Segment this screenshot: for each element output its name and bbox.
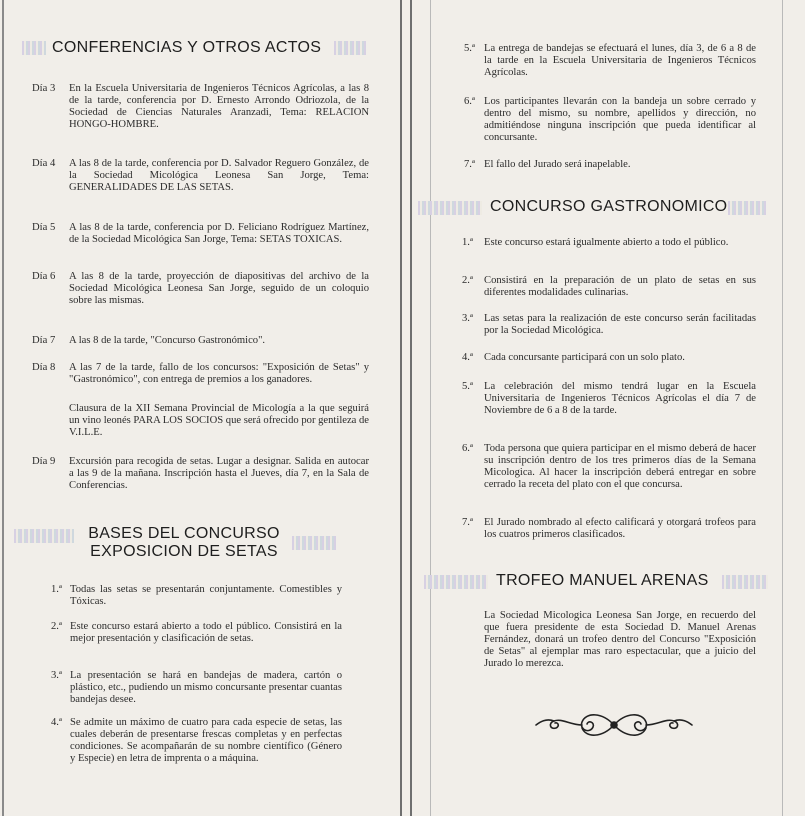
rule-number: 2.ª — [51, 621, 62, 632]
day-label: Día 6 — [32, 271, 56, 282]
day-label: Día 9 — [32, 456, 56, 467]
bases-title-line: BASES DEL CONCURSO — [88, 525, 280, 542]
day-entry: A las 8 de la tarde, conferencia por D. Feliciano Rodríguez Martínez, de la Sociedad Micológica San Jorge, Tema: SETAS TOXICAS. — [69, 222, 369, 246]
rule-number: 1.ª — [51, 584, 62, 595]
rule-text: Las setas para la realización de este concurso serán facilitadas por la Sociedad Micológica. — [484, 313, 756, 337]
day-entry-closing: Clausura de la XII Semana Provincial de Micología a la que seguirá un vino leonés PARA LOS SOCIOS que será ofrecido por gentileza de V.I.L.E. — [69, 403, 370, 439]
rule-text: Cada concursante participará con un solo plato. — [484, 352, 685, 363]
rule-text: Todas las setas se presentarán conjuntamente. Comestibles y Tóxicas. — [70, 584, 342, 608]
fold-line-left — [400, 0, 402, 816]
scroll-ornament-icon — [530, 708, 698, 742]
rule-text: La celebración del mismo tendrá lugar en la Escuela Universitaria de Ingenieros Técnicos Agrícolas el día 7 de Noviembre de 6 a 8 de la tarde. — [484, 381, 756, 417]
rule-text: Este concurso estará abierto a todo el público. Consistirá en la mejor presentación y clasificación de setas. — [70, 621, 342, 645]
bases-title — [84, 525, 284, 560]
column-rule — [782, 0, 783, 816]
day-entry: A las 8 de la tarde, proyección de diapositivas del archivo de la Sociedad Micológica Leonesa San Jorge, seguido de un coloquio sobre las mismas. — [69, 271, 369, 307]
rule-text: Se admite un máximo de cuatro para cada especie de setas, las cuales deberán de presentarse frescas completas y en perfectas condiciones. Se acompañarán de su nombre científico (Género y Especie) en letra de imprenta o a máquina. — [70, 717, 342, 765]
heading-decoration — [334, 41, 366, 55]
day-entry: A las 8 de la tarde, "Concurso Gastronómico". — [69, 335, 266, 346]
day-entry: A las 7 de la tarde, fallo de los concursos: "Exposición de Setas" y "Gastronómico", con entrega de premios a los ganadores. — [69, 362, 369, 386]
rule-number: 4.ª — [462, 352, 473, 363]
trophy-title: TROFEO MANUEL ARENAS — [496, 572, 709, 589]
rule-text: El Jurado nombrado al efecto calificará y otorgará trofeos para los cuatros primeros clasificados. — [484, 517, 756, 541]
rule-number: 3.ª — [51, 670, 62, 681]
day-entry: A las 8 de la tarde, conferencia por D. Salvador Reguero González, de la Sociedad Micológica Leonesa San Jorge, Tema: GENERALIDADES DE LAS SETAS. — [69, 158, 369, 194]
rule-number: 1.ª — [462, 237, 473, 248]
rule-text: Toda persona que quiera participar en el mismo deberá de hacer su inscripción dentro de los tres primeros días de la Semana Micologica. Al hacer la inscripción deberá entregar en sobre cerrado la receta del plato con el que concursa. — [484, 443, 756, 491]
rule-number: 3.ª — [462, 313, 473, 324]
day-label: Día 7 — [32, 335, 56, 346]
rule-text: Consistirá en la preparación de un plato de setas en sus diferentes modalidades culinarias. — [484, 275, 756, 299]
heading-decoration — [424, 575, 488, 589]
heading-decoration — [22, 41, 46, 55]
day-label: Día 4 — [32, 158, 56, 169]
heading-decoration — [728, 201, 766, 215]
rule-number: 6.ª — [462, 443, 473, 454]
column-rule — [430, 0, 431, 816]
rule-text: La entrega de bandejas se efectuará el lunes, día 3, de 6 a 8 de la tarde en la Escuela Universitaria de Ingenieros Técnicos Agrícolas. — [484, 43, 756, 79]
day-entry: En la Escuela Universitaria de Ingenieros Técnicos Agrícolas, a las 8 de la tarde, conferencia por D. Ernesto Arrondo Odriozola, de la Sociedad de Ciencias Naturales Aranzadi, Tema: RELACION HONGO-HOMBRE. — [69, 83, 369, 131]
rule-number: 4.ª — [51, 717, 62, 728]
left-panel — [0, 0, 400, 816]
heading-decoration — [418, 201, 482, 215]
heading-decoration — [14, 529, 74, 543]
conferences-title: CONFERENCIAS Y OTROS ACTOS — [52, 39, 322, 56]
rule-text: Los participantes llevarán con la bandeja un sobre cerrado y dentro del mismo, su nombre, apellidos y dirección, no admitiéndose ninguna inscripción que pueda identificar al concursante. — [484, 96, 756, 144]
day-label: Día 8 — [32, 362, 56, 373]
rule-number: 2.ª — [462, 275, 473, 286]
heading-decoration — [292, 536, 336, 550]
rule-text: El fallo del Jurado será inapelable. — [484, 159, 631, 170]
gastro-title: CONCURSO GASTRONOMICO — [490, 198, 728, 215]
rule-number: 5.ª — [464, 43, 475, 54]
bases-title-line: EXPOSICION DE SETAS — [90, 542, 278, 560]
trophy-text: La Sociedad Micologica Leonesa San Jorge, en recuerdo del que fuera presidente de esta Sociedad D. Manuel Arenas Fernández, donará un trofeo dentro del Concurso "Exposición de Setas" al ejemplar mas raro espectacular, que a juicio del Jurado lo merezca. — [484, 610, 756, 670]
rule-text: La presentación se hará en bandejas de madera, cartón o plástico, etc., pudiendo un mismo concursante presentar cuantas bandejas desee. — [70, 670, 342, 706]
rule-number: 7.ª — [464, 159, 475, 170]
day-label: Día 5 — [32, 222, 56, 233]
rule-number: 6.ª — [464, 96, 475, 107]
day-entry: Excursión para recogida de setas. Lugar a designar. Salida en autocar a las 9 de la mañana. Inscripción hasta el Jueves, día 7, en la Sala de Conferencias. — [69, 456, 369, 492]
heading-decoration — [722, 575, 768, 589]
rule-text: Este concurso estará igualmente abierto a todo el público. — [484, 237, 729, 248]
rule-number: 7.ª — [462, 517, 473, 528]
rule-number: 5.ª — [462, 381, 473, 392]
right-panel — [412, 0, 805, 816]
day-label: Día 3 — [32, 83, 56, 94]
